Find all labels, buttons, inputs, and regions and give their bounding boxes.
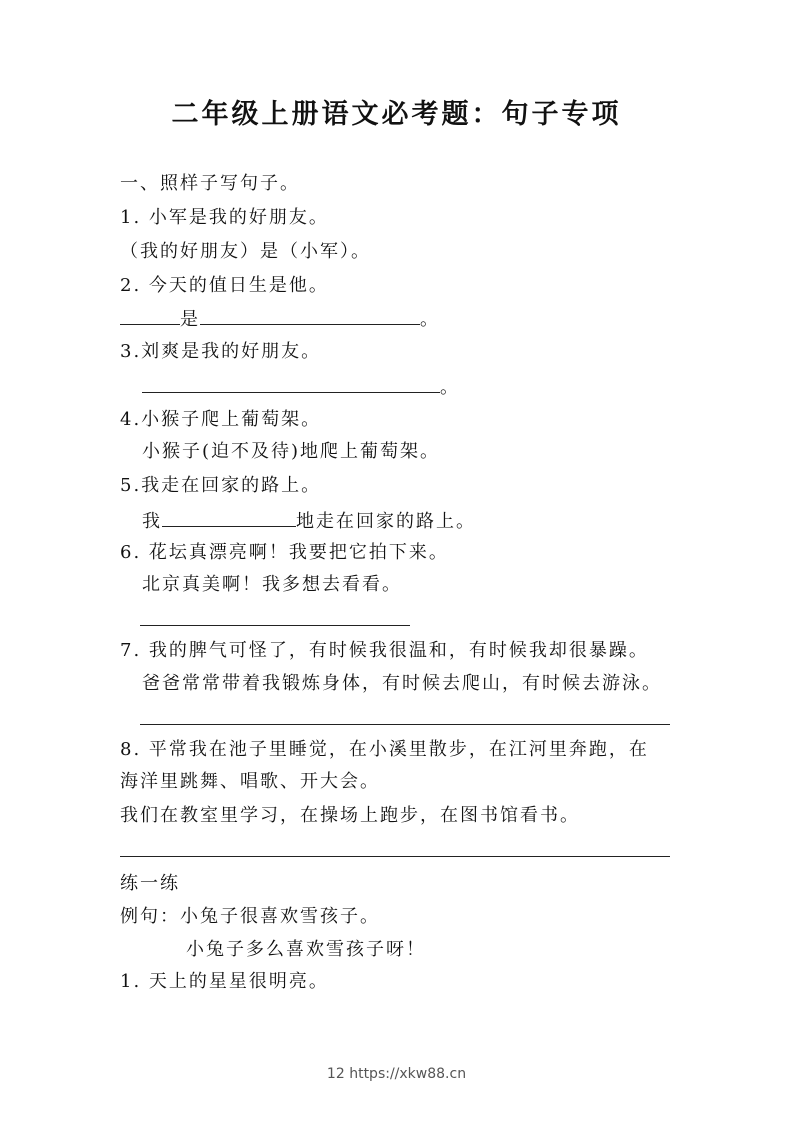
answer-blank[interactable] <box>142 374 440 393</box>
page-title: 二年级上册语文必考题：句子专项 <box>171 99 622 130</box>
practice-example-answer: 小兔子多么喜欢雪孩子呀！ <box>186 939 426 960</box>
question-7-prompt: 7. 我的脾气可怪了，有时候我很温和，有时候我却很暴躁。 <box>120 640 649 661</box>
answer-connector: 是 <box>180 309 200 330</box>
answer-start: 我 <box>142 511 162 532</box>
question-2-answer-row <box>120 306 440 332</box>
answer-end: 地走在回家的路上。 <box>296 511 476 532</box>
question-6-example: 北京真美啊！我多想去看看。 <box>142 574 402 595</box>
answer-blank[interactable] <box>200 306 420 325</box>
answer-line[interactable] <box>140 625 410 626</box>
question-8-example: 我们在教室里学习，在操场上跑步，在图书馆看书。 <box>120 805 580 826</box>
answer-line[interactable] <box>140 724 670 725</box>
question-5-prompt: 5.我走在回家的路上。 <box>120 475 322 496</box>
answer-blank[interactable] <box>120 306 180 325</box>
page-number: 12 <box>326 1066 345 1082</box>
question-5-answer-row <box>142 508 476 534</box>
question-8-prompt-line1: 8. 平常我在池子里睡觉，在小溪里散步，在江河里奔跑，在 <box>120 739 649 760</box>
footer-url: https://xkw88.cn <box>349 1066 467 1082</box>
page-footer <box>0 1066 793 1082</box>
question-7-example: 爸爸常常带着我锻炼身体，有时候去爬山，有时候去游泳。 <box>142 673 662 694</box>
practice-heading: 练一练 <box>120 873 180 894</box>
answer-end: 。 <box>420 309 440 330</box>
answer-line[interactable] <box>120 856 670 857</box>
answer-blank[interactable] <box>162 508 296 527</box>
practice-question-1: 1. 天上的星星很明亮。 <box>120 971 329 992</box>
question-1-prompt: 1. 小军是我的好朋友。 <box>120 207 329 228</box>
question-4-example: 小猴子(迫不及待)地爬上葡萄架。 <box>142 441 441 462</box>
practice-example-label: 例句：小兔子很喜欢雪孩子。 <box>120 906 380 927</box>
question-3-answer-row <box>142 374 460 400</box>
question-2-prompt: 2. 今天的值日生是他。 <box>120 275 329 296</box>
question-4-prompt: 4.小猴子爬上葡萄架。 <box>120 409 322 430</box>
question-3-prompt: 3.刘爽是我的好朋友。 <box>120 341 322 362</box>
question-6-prompt: 6. 花坛真漂亮啊！我要把它拍下来。 <box>120 542 449 563</box>
section-heading: 一、照样子写句子。 <box>120 173 300 194</box>
question-8-prompt-line2: 海洋里跳舞、唱歌、开大会。 <box>120 771 380 792</box>
answer-end: 。 <box>440 377 460 398</box>
question-1-example: （我的好朋友）是（小军）。 <box>120 241 371 262</box>
